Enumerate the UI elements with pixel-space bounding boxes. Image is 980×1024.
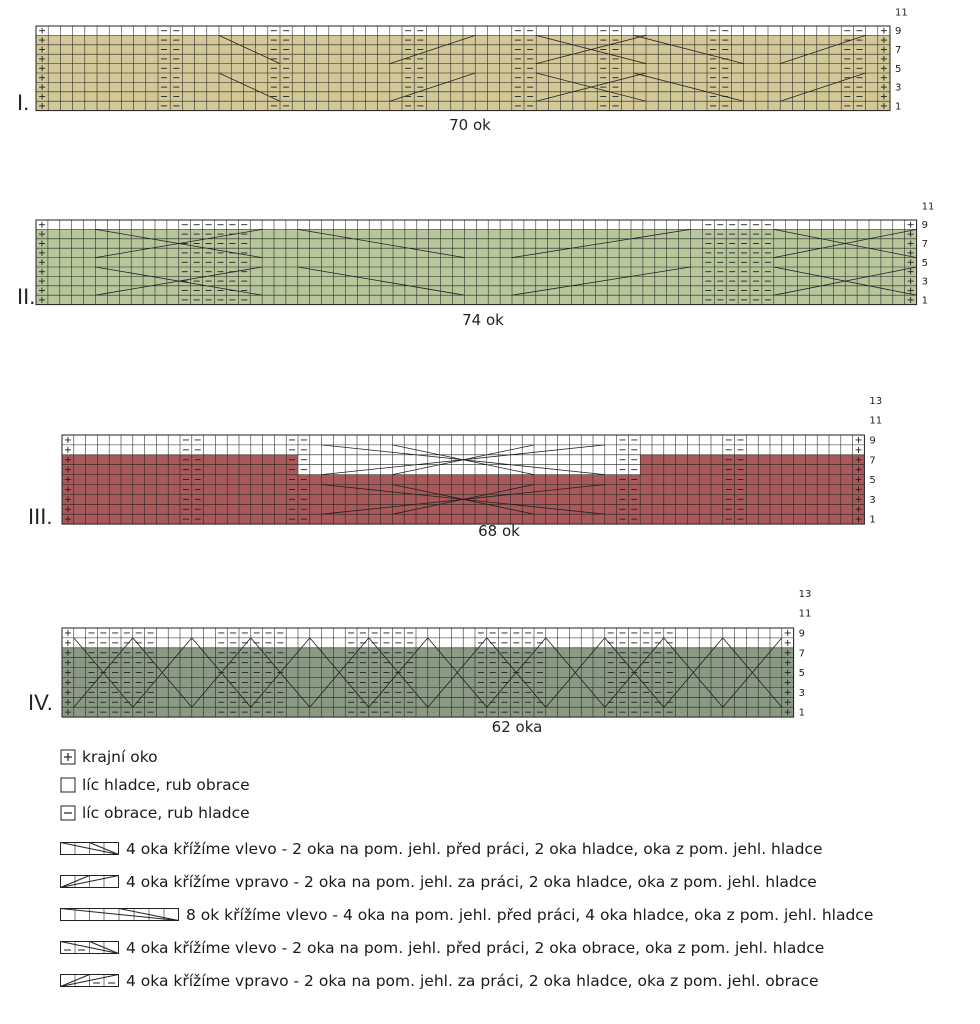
legend-text-cable4-right: 4 oka křížíme vpravo - 2 oka na pom. jehl. za práci, 2 oka hladce, oka z pom. jehl. hladce xyxy=(126,873,817,891)
legend-item-purl xyxy=(60,802,250,824)
legend-text-edge: krajní oko xyxy=(82,748,158,766)
row-number-label: 7 xyxy=(869,455,876,467)
row-number-label: 3 xyxy=(798,687,805,699)
legend-item-edge xyxy=(60,746,158,768)
stitch-count-4: 62 oka xyxy=(491,718,543,736)
row-number-label: 13 xyxy=(869,395,883,407)
row-number-label: 1 xyxy=(798,707,805,719)
row-number-label: 11 xyxy=(798,608,812,620)
legend-text-cable4-left-purl: 4 oka křížíme vlevo - 2 oka na pom. jehl. před práci, 2 oka obrace, oka z pom. jehl. hladce xyxy=(126,939,825,957)
chart-label-1: I. xyxy=(17,90,30,115)
row-number-label: 9 xyxy=(895,26,902,38)
legend-item-cable4-right xyxy=(60,871,817,893)
row-numbers xyxy=(799,589,812,719)
purl-stitch-icon xyxy=(60,805,76,821)
legend-item-cable8-left xyxy=(60,904,873,926)
cable-4-left-icon xyxy=(60,842,120,856)
row-number-label: 1 xyxy=(921,295,928,307)
row-number-label: 11 xyxy=(869,415,883,427)
stitch-count-1: 70 ok xyxy=(449,116,491,134)
knit-stitch-icon xyxy=(60,777,76,793)
row-number-label: 5 xyxy=(869,475,876,487)
legend-text-cable4-left: 4 oka křížíme vlevo - 2 oka na pom. jehl. před práci, 2 oka hladce, oka z pom. jehl. hladce xyxy=(126,840,823,858)
row-number-label: 11 xyxy=(895,7,908,19)
legend-text-cable8-left: 8 ok křížíme vlevo - 4 oka na pom. jehl. před práci, 4 oka hladce, oka z pom. jehl. hladce xyxy=(186,906,874,924)
row-number-label: 7 xyxy=(921,239,928,250)
legend-item-cable4-left xyxy=(60,838,823,860)
row-number-label: 5 xyxy=(798,668,805,680)
row-number-label: 9 xyxy=(869,435,876,447)
cable-8-left-icon xyxy=(60,908,180,922)
legend-text-cable4-right-purl: 4 oka křížíme vpravo - 2 oka na pom. jehl. za práci, 2 oka hladce, oka z pom. jehl. obrace xyxy=(126,972,819,990)
row-number-label: 9 xyxy=(798,628,805,640)
row-number-label: 7 xyxy=(798,648,805,660)
row-number-label: 3 xyxy=(921,276,928,288)
legend-text-knit: líc hladce, rub obrace xyxy=(82,776,250,794)
cable-4-right-icon xyxy=(60,875,120,889)
edge-stitch-icon xyxy=(60,749,76,765)
legend-item-cable4-left-purl xyxy=(60,937,824,959)
chart-label-2: II. xyxy=(17,284,36,309)
legend-item-knit xyxy=(60,774,250,796)
stitch-count-2: 74 ok xyxy=(462,311,504,329)
chart-label-4: IV. xyxy=(28,690,53,715)
cable-4-right-purl-icon xyxy=(60,974,120,988)
row-number-label: 11 xyxy=(921,201,935,213)
chart-label-3: III. xyxy=(28,504,53,529)
row-number-label: 3 xyxy=(895,82,902,94)
row-number-label: 5 xyxy=(921,257,928,269)
row-number-label: 9 xyxy=(921,220,928,232)
row-number-label: 3 xyxy=(869,494,876,506)
row-number-label: 13 xyxy=(798,588,812,600)
row-number-label: 7 xyxy=(895,45,902,56)
row-number-label: 1 xyxy=(869,514,876,526)
row-number-label: 5 xyxy=(895,63,902,75)
legend-text-purl: líc obrace, rub hladce xyxy=(82,804,250,822)
stitch-count-3: 68 ok xyxy=(478,522,520,540)
row-number-label: 1 xyxy=(895,101,902,113)
cable-4-left-purl-icon xyxy=(60,941,120,955)
legend-item-cable4-right-purl xyxy=(60,970,819,992)
